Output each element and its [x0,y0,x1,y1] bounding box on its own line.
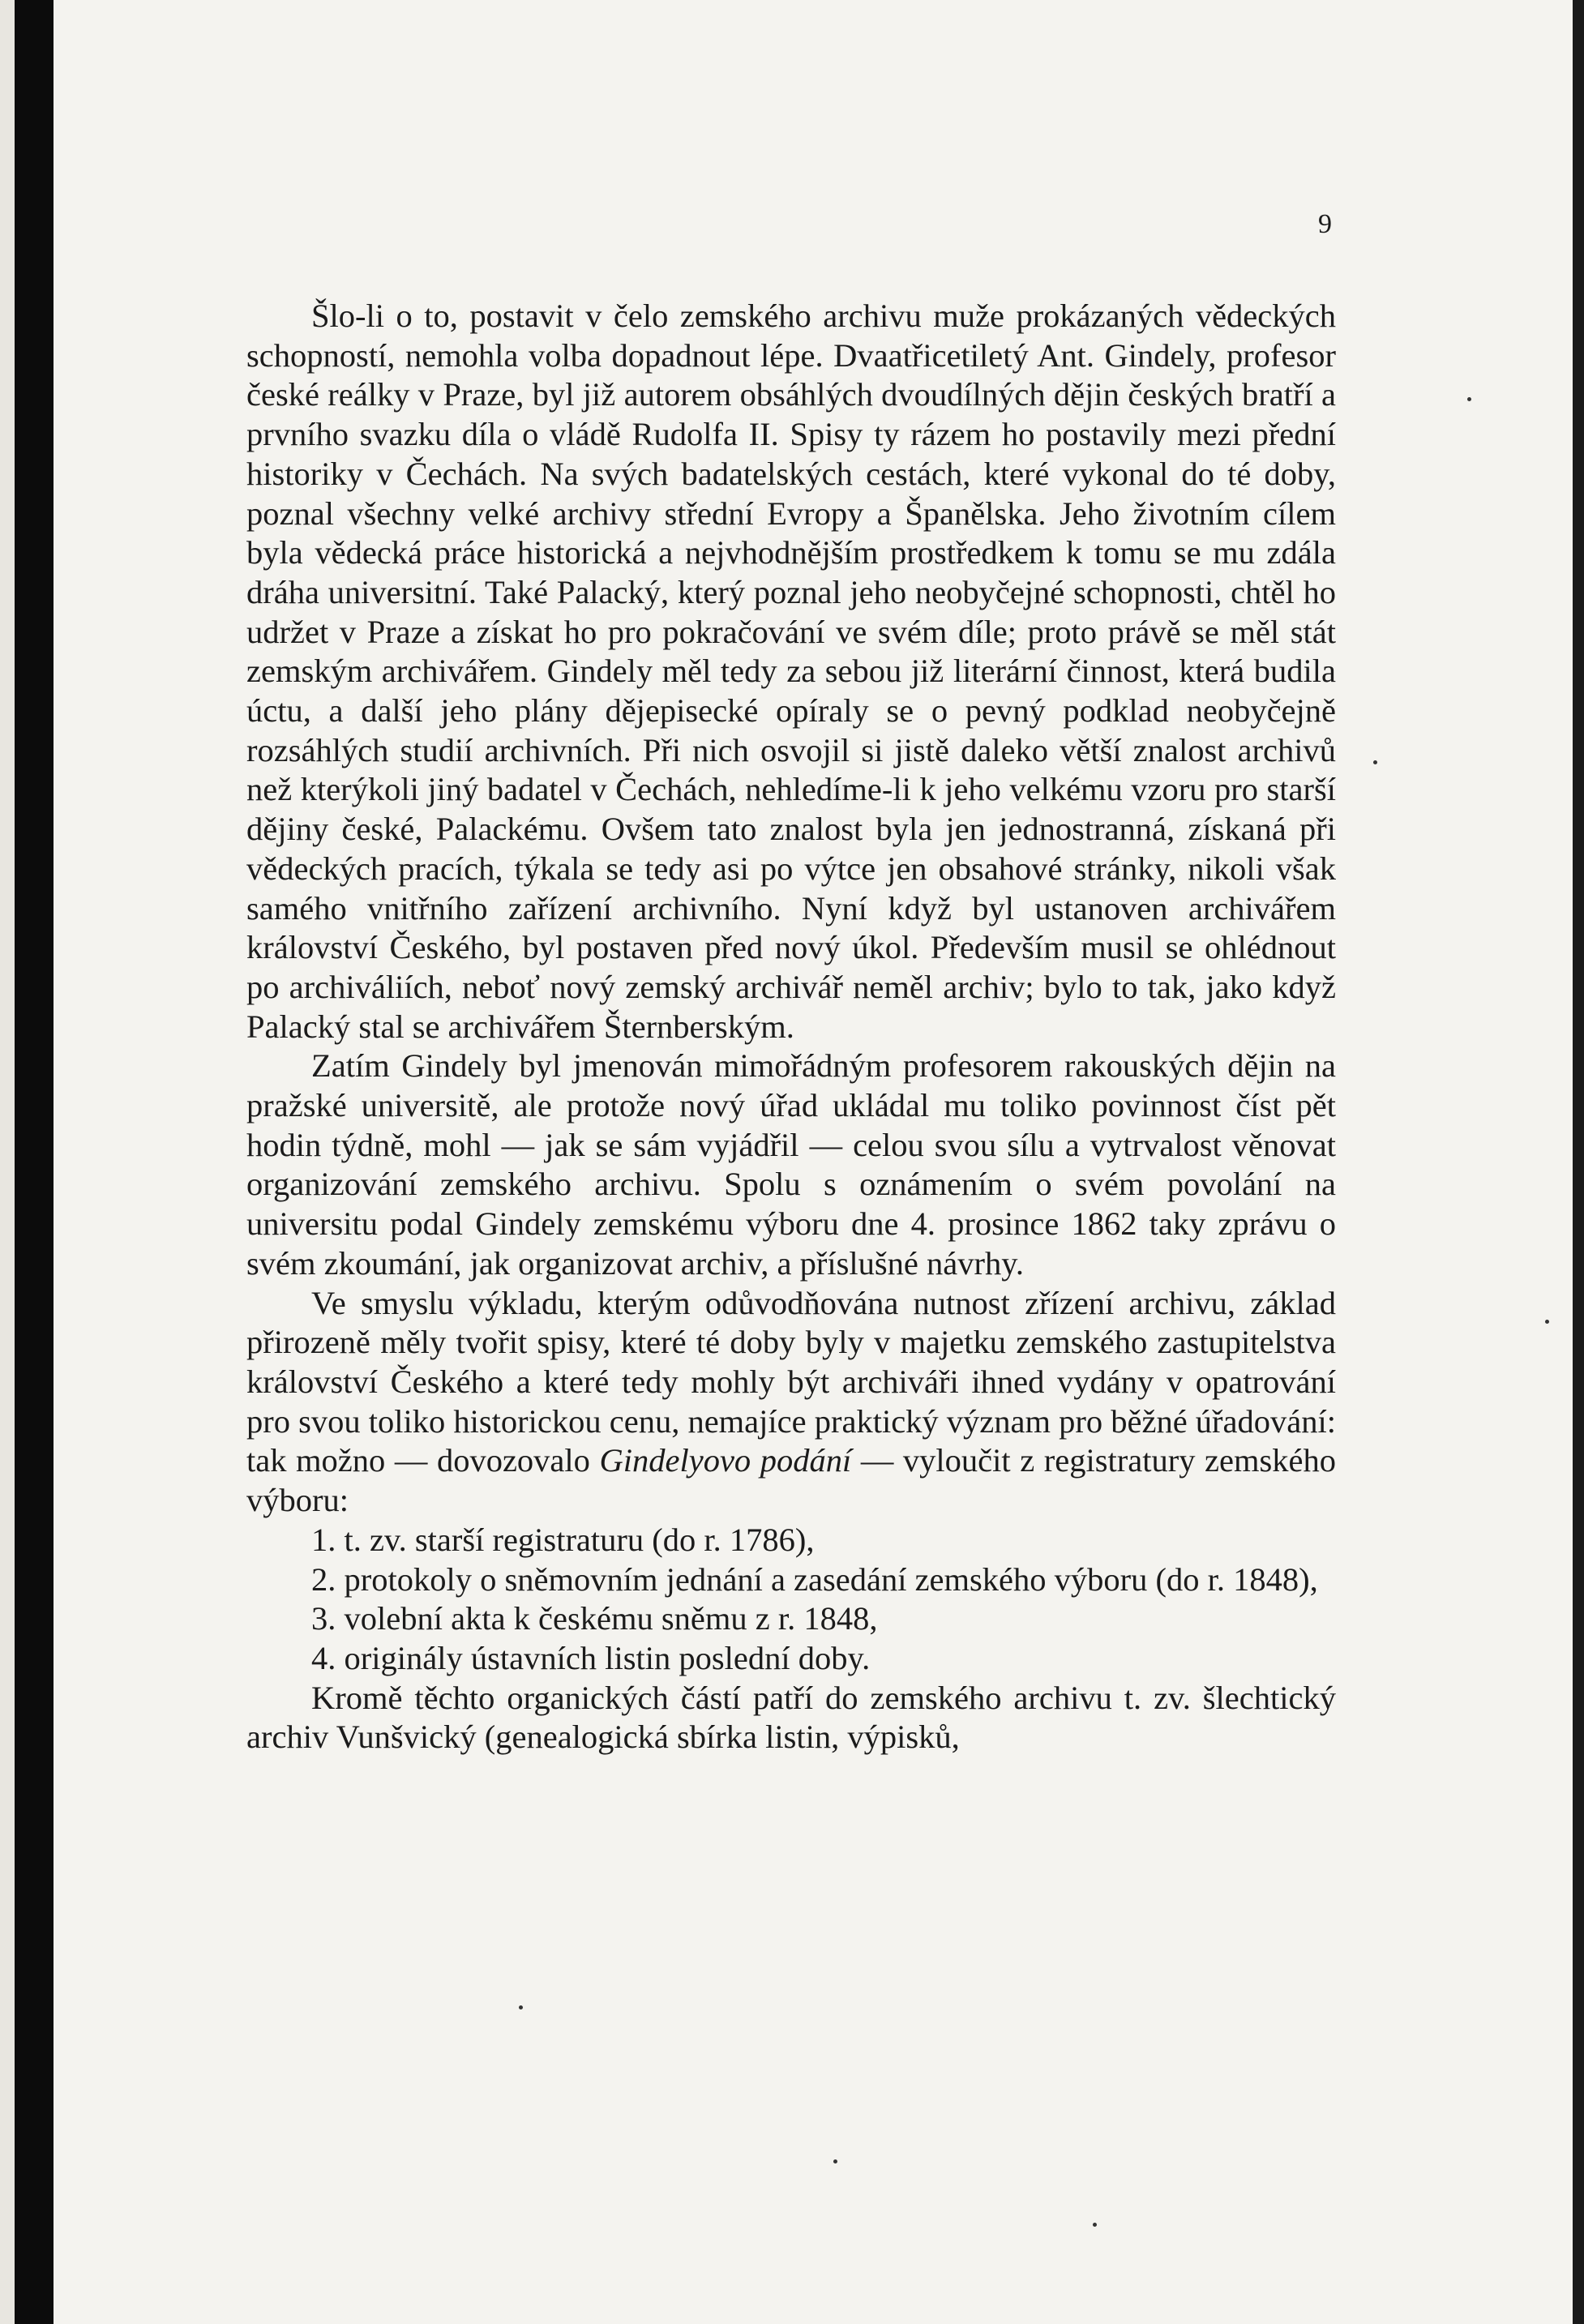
paragraph-4: Kromě těchto organických částí patří do zemského archivu t. zv. šlechtický archiv Vunšvický (genealogická sbírka listin, výpisků, [246,1679,1336,1756]
paragraph-3-italic: Gindelyovo podání [599,1442,852,1479]
paragraph-1: Šlo-li o to, postavit v čelo zemského archivu muže prokázaných vědeckých schopností, nemohla volba dopadnout lépe. Dvaatřicetiletý Ant. Gindely, profesor české reálky v Praze, byl již autorem obsáhlých dvoudílných dějin českých bratří a prvního svazku díla o vládě Rudolfa II. Spisy ty rázem ho postavily mezi přední historiky v Čechách. Na svých badatelských cestách, které vykonal do té doby, poznal všechny velké archivy střední Evropy a Španělska. Jeho životním cílem byla vědecká práce historická a nejvhodnějším prostředkem k tomu se mu zdála dráha universitní. Také Palacký, který poznal jeho neobyčejné schopnosti, chtěl ho udržet v Praze a získat ho pro pokračování ve svém díle; proto právě se měl stát zemským archivářem. Gindely měl tedy za sebou již literární činnost, která budila úctu, a další jeho plány dějepisecké opíraly se o pevný podklad neobyčejně rozsáhlých studií archivních. Při nich osvojil si jistě daleko větší znalost archivů než kterýkoli jiný badatel v Čechách, nehledíme-li k jeho velkému vzoru pro starší dějiny české, Palackému. Ovšem tato znalost byla jen jednostranná, získaná při vědeckých pracích, týkala se tedy asi po výtce jen obsahové stránky, nikoli však samého vnitřního zařízení archivního. Nyní když byl ustanoven archivářem království Českého, byl postaven před nový úkol. Především musil se ohlédnout po archiváliích, neboť nový zemský archivář neměl archiv; bylo to tak, jako když Palacký stal se archivářem Šternberským. [246,297,1336,1045]
scan-right-edge [1573,0,1584,2324]
list-item: 1. t. zv. starší registraturu (do r. 1786), [311,1521,815,1558]
adjacent-page-edge [0,0,15,2324]
body-text [246,297,1336,1757]
list-item: 3. volební akta k českému sněmu z r. 1848, [311,1600,878,1637]
paragraph-3 [246,1284,1336,1521]
scan-speck [1545,1320,1549,1324]
paragraph-3-tail: — vyloučit z registratury zemského výboru: [246,1442,1336,1519]
scan-speck [833,2159,837,2164]
page-number: 9 [1318,209,1332,239]
list-item: 2. protokoly o sněmovním jednání a zasedání zemského výboru (do r. 1848), [311,1560,1318,1598]
scan-speck [1093,2223,1097,2227]
paragraph-2: Zatím Gindely byl jmenován mimořádným profesorem rakouských dějin na pražské universitě, ale protože nový úřad ukládal mu toliko povinnost číst pět hodin týdně, mohl — jak se sám vyjádřil — celou svou sílu a vytrvalost věnovat organizování zemského archivu. Spolu s oznámením o svém povolání na universitu podal Gindely zemskému výboru dne 4. prosince 1862 taky zprávu o svém zkoumání, jak organizovat archiv, a příslušné návrhy. [246,1047,1336,1282]
scan-speck [519,2005,523,2009]
paragraph-3-lead: Ve smyslu výkladu, kterým odůvodňována nutnost zřízení archivu, základ přirozeně měly tvořit spisy, které té doby byly v majetku zemského zastupitelstva království Českého a které tedy mohly být archiváři ihned vydány v opatrování pro svou toliko historickou cenu, nemajíce praktický význam pro běžné úřadování: tak možno — dovozovalo [246,1284,1336,1479]
scan-speck [1373,760,1377,764]
scan-speck [1467,397,1471,401]
scan-gutter [15,0,54,2324]
book-page [54,0,1584,2324]
list-item: 4. originály ústavních listin poslední doby. [311,1639,871,1676]
